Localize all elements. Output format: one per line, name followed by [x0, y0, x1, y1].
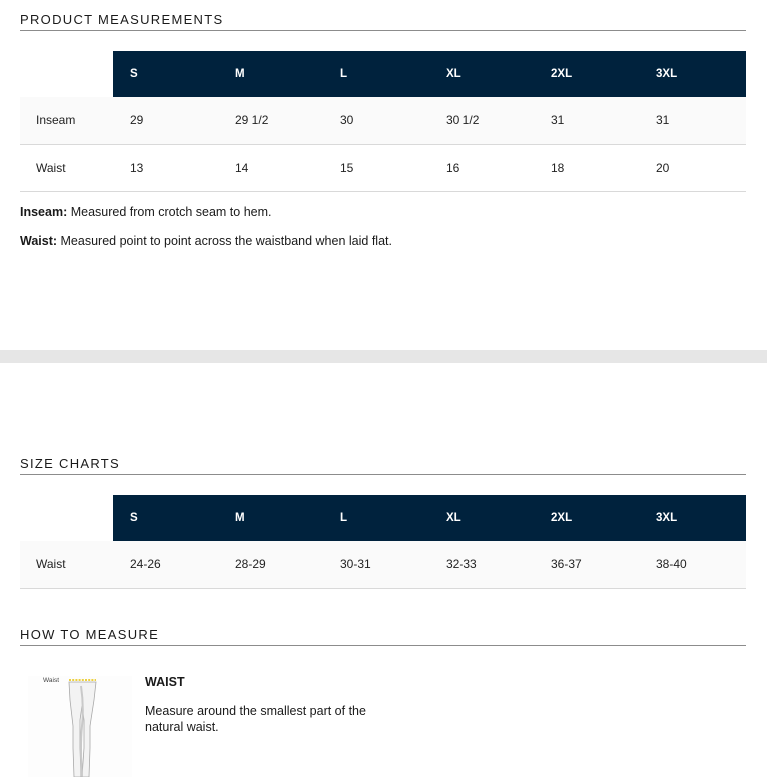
table-cell: 28-29	[218, 541, 323, 588]
table-cell: 30	[323, 97, 429, 144]
note-text: Measured from crotch seam to hem.	[67, 205, 272, 219]
table-cell: 18	[534, 144, 639, 191]
row-label: Inseam	[20, 97, 113, 144]
table-cell: 30 1/2	[429, 97, 534, 144]
measure-heading: WAIST	[145, 675, 185, 689]
size-header: XL	[429, 51, 534, 97]
size-header: 3XL	[639, 495, 746, 541]
size-chart-table	[20, 495, 746, 589]
table-cell: 32-33	[429, 541, 534, 588]
note-term: Waist:	[20, 234, 58, 248]
product-measurements-table	[20, 51, 746, 192]
table-cell: 29	[113, 97, 218, 144]
row-label: Waist	[20, 144, 113, 191]
size-header: XL	[429, 495, 534, 541]
note-term: Inseam:	[20, 205, 68, 219]
header-blank-cell	[20, 495, 113, 541]
size-header: M	[218, 495, 323, 541]
table-cell: 31	[534, 97, 639, 144]
note-text: Measured point to point across the waistband when laid flat.	[57, 234, 392, 248]
leggings-illustration	[28, 676, 132, 777]
size-header: L	[323, 51, 429, 97]
row-label: Waist	[20, 541, 113, 588]
table-row	[20, 541, 746, 588]
table-cell: 38-40	[639, 541, 746, 588]
table-cell: 15	[323, 144, 429, 191]
table-cell: 14	[218, 144, 323, 191]
illustration-label: Waist	[43, 677, 60, 684]
size-header: L	[323, 495, 429, 541]
table-cell: 31	[639, 97, 746, 144]
table-row	[20, 144, 746, 191]
size-header: M	[218, 51, 323, 97]
table-header-row	[20, 495, 746, 541]
table-cell: 24-26	[113, 541, 218, 588]
size-header: 2XL	[534, 495, 639, 541]
table-row	[20, 97, 746, 144]
size-header: 3XL	[639, 51, 746, 97]
measure-instructions: Measure around the smallest part of the natural waist.	[145, 704, 366, 734]
table-cell: 36-37	[534, 541, 639, 588]
how-to-measure-title: HOW TO MEASURE	[20, 627, 746, 646]
size-header: S	[113, 51, 218, 97]
section-divider	[0, 350, 767, 363]
inseam-note	[20, 205, 272, 219]
product-measurements-title: PRODUCT MEASUREMENTS	[20, 12, 746, 31]
header-blank-cell	[20, 51, 113, 97]
waist-note	[20, 234, 392, 248]
size-header: S	[113, 495, 218, 541]
waist-measure-illustration	[28, 676, 132, 777]
table-cell: 29 1/2	[218, 97, 323, 144]
table-cell: 30-31	[323, 541, 429, 588]
table-cell: 20	[639, 144, 746, 191]
size-charts-title: SIZE CHARTS	[20, 456, 746, 475]
table-cell: 13	[113, 144, 218, 191]
table-cell: 16	[429, 144, 534, 191]
size-header: 2XL	[534, 51, 639, 97]
table-header-row	[20, 51, 746, 97]
